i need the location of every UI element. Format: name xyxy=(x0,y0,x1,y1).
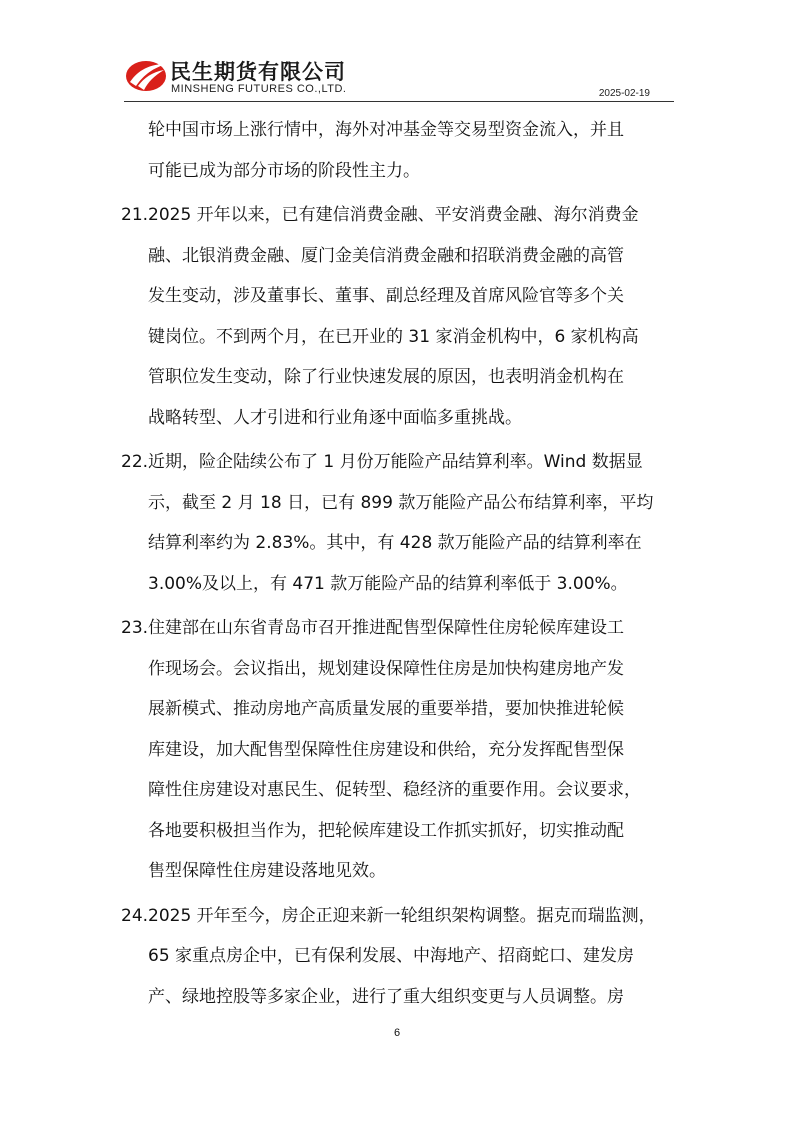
text-line: 展新模式、推动房地产高质量发展的重要举措，要加快推进轮候 xyxy=(148,699,624,719)
text-line: 库建设，加大配售型保障性住房建设和供给，充分发挥配售型保 xyxy=(148,739,624,760)
news-item-22 xyxy=(121,442,681,604)
item-number: 24. xyxy=(121,905,149,926)
text-line: 示，截至 2 月 18 日，已有 899 款万能险产品公布结算利率，平均 xyxy=(148,492,654,513)
company-name-en: MINSHENG FUTURES CO.,LTD. xyxy=(171,83,347,95)
text-line: 作现场会。会议指出，规划建设保障性住房是加快构建房地产发 xyxy=(148,658,624,679)
text-line: 近期，险企陆续公布了 1 月份万能险产品结算利率。Wind 数据显 xyxy=(148,452,643,472)
text-line: 产、绿地控股等多家企业，进行了重大组织变更与人员调整。房 xyxy=(148,986,624,1007)
news-item-21 xyxy=(121,195,681,438)
company-name-cn: 民生期货有限公司 xyxy=(170,60,346,84)
item-number: 22. xyxy=(121,452,149,472)
page-header xyxy=(124,52,674,102)
continuation-paragraph xyxy=(121,110,681,191)
text-line: 2025 开年至今，房企正迎来新一轮组织架构调整。据克而瑞监测， xyxy=(148,905,656,926)
news-item-23 xyxy=(121,608,681,892)
text-line: 3.00%及以上，有 471 款万能险产品的结算利率低于 3.00%。 xyxy=(148,573,628,594)
news-item-24 xyxy=(121,896,681,1018)
item-number: 21. xyxy=(121,205,149,225)
text-line: 65 家重点房企中，已有保利发展、中海地产、招商蛇口、建发房 xyxy=(148,946,635,966)
text-line: 管职位发生变动，除了行业快速发展的原因，也表明消金机构在 xyxy=(148,367,624,387)
text-line: 战略转型、人才引进和行业角逐中面临多重挑战。 xyxy=(148,407,522,428)
item-number: 23. xyxy=(121,618,149,638)
text-line: 障性住房建设对惠民生、促转型、稳经济的重要作用。会议要求， xyxy=(148,780,641,800)
minsheng-logo-icon xyxy=(124,52,170,98)
text-line: 各地要积极担当作为，把轮候库建设工作抓实抓好，切实推动配 xyxy=(148,820,624,841)
text-line: 发生变动，涉及董事长、董事、副总经理及首席风险官等多个关 xyxy=(148,286,624,306)
text-line: 轮中国市场上涨行情中，海外对冲基金等交易型资金流入，并且 xyxy=(148,120,624,140)
text-line: 住建部在山东省青岛市召开推进配售型保障性住房轮候库建设工 xyxy=(148,618,624,638)
page-number: 6 xyxy=(393,1027,401,1039)
document-body xyxy=(121,110,681,1017)
report-date: 2025-02-19 xyxy=(598,88,650,99)
header-divider xyxy=(124,101,674,102)
text-line: 可能已成为部分市场的阶段性主力。 xyxy=(148,160,420,181)
text-line: 售型保障性住房建设落地见效。 xyxy=(148,861,386,881)
text-line: 2025 开年以来，已有建信消费金融、平安消费金融、海尔消费金 xyxy=(148,205,639,225)
text-line: 结算利率约为 2.83%。其中，有 428 款万能险产品的结算利率在 xyxy=(148,533,642,553)
text-line: 键岗位。不到两个月，在已开业的 31 家消金机构中，6 家机构高 xyxy=(148,326,639,347)
text-line: 融、北银消费金融、厦门金美信消费金融和招联消费金融的高管 xyxy=(148,245,624,266)
